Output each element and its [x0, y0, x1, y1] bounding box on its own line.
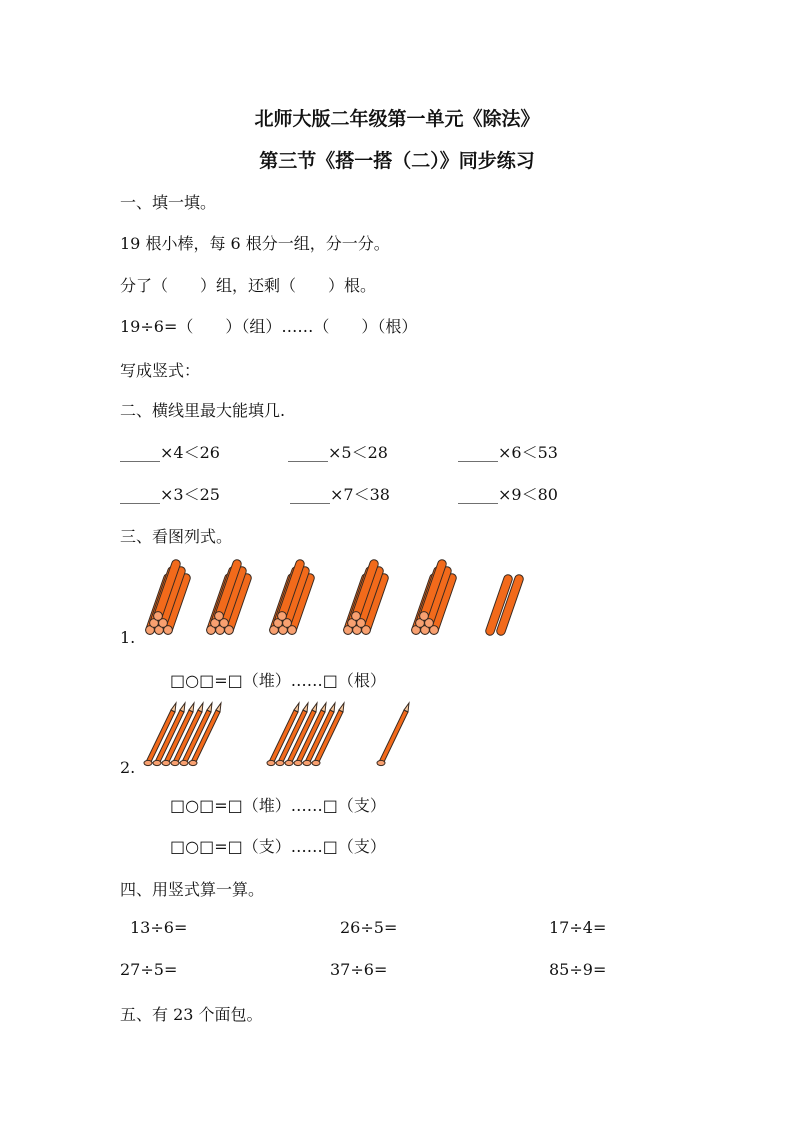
section1-line2: 分了（ ）组，还剩（ ）根。 [120, 276, 377, 295]
section5-heading: 五、有 23 个面包。 [120, 1005, 263, 1024]
stick-bundle-1 [146, 564, 186, 634]
page-subtitle: 第三节《搭一搭（二）》同步练习 [259, 150, 535, 172]
fill-item-5: _____×7＜38 [290, 485, 390, 504]
pencil-bundles-illustration [140, 702, 430, 772]
fill-item-2: _____×5＜28 [288, 443, 388, 462]
fill-item-1: _____×4＜26 [120, 443, 220, 462]
pencil-bundle-1 [144, 703, 221, 766]
division-item-3: 17÷4= [549, 918, 607, 937]
section2-heading: 二、横线里最大能填几. [120, 401, 286, 420]
section1-line4: 写成竖式： [120, 361, 201, 380]
stick-bundle-5 [412, 564, 452, 634]
section1-line3: 19÷6=（ ）（组）……（ ）（根） [120, 317, 418, 336]
fill-item-6: _____×9＜80 [458, 485, 558, 504]
q2-label: 2. [120, 758, 136, 777]
stick-bundle-4 [344, 564, 384, 634]
division-item-2: 26÷5= [340, 918, 398, 937]
q1-formula: □○□=□（堆）……□（根） [170, 671, 386, 690]
stick-bundle-3 [270, 564, 310, 634]
stick-bundle-2 [207, 564, 247, 634]
loose-pencil [377, 703, 409, 766]
division-item-4: 27÷5= [120, 960, 178, 979]
stick-bundles-illustration [140, 568, 540, 648]
loose-sticks [490, 579, 519, 631]
q1-label: 1. [120, 628, 136, 647]
section1-heading: 一、填一填。 [120, 193, 217, 212]
section3-heading: 三、看图列式。 [120, 527, 233, 546]
q2-formula-a: □○□=□（堆）……□（支） [170, 796, 386, 815]
pencil-bundle-2 [267, 703, 344, 766]
division-item-5: 37÷6= [330, 960, 388, 979]
fill-item-4: _____×3＜25 [120, 485, 220, 504]
division-item-1: 13÷6= [130, 918, 188, 937]
fill-item-3: _____×6＜53 [458, 443, 558, 462]
section1-line1: 19 根小棒，每 6 根分一组，分一分。 [120, 234, 390, 253]
division-item-6: 85÷9= [549, 960, 607, 979]
section4-heading: 四、用竖式算一算。 [120, 880, 265, 899]
q2-formula-b: □○□=□（支）……□（支） [170, 837, 386, 856]
page-title: 北师大版二年级第一单元《除法》 [254, 108, 540, 130]
